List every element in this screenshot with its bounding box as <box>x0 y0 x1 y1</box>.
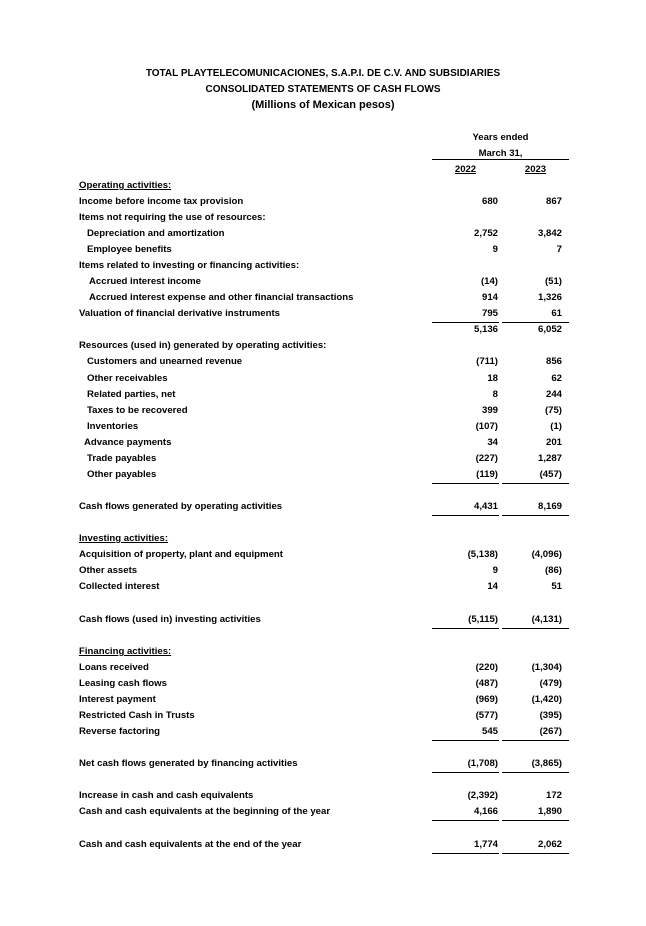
value-2023: (86) <box>544 565 562 576</box>
value-2023: (479) <box>539 678 562 689</box>
row-advance-payments <box>0 437 646 453</box>
value-2023: (4,131) <box>531 614 562 625</box>
row-other-receivables <box>0 373 646 389</box>
row-label: Operating activities: <box>79 180 172 191</box>
row-label: Acquisition of property, plant and equipment <box>79 549 283 560</box>
value-2022: 399 <box>481 405 498 416</box>
row-cash-beginning <box>0 806 646 822</box>
row-other-assets <box>0 565 646 581</box>
value-2022: (969) <box>475 694 498 705</box>
subtotal-rule <box>432 820 499 821</box>
value-2023: 1,890 <box>537 806 562 817</box>
value-2022: 795 <box>481 308 498 319</box>
value-2023: (3,865) <box>531 758 562 769</box>
value-2022: (1,708) <box>467 758 498 769</box>
row-label: Other payables <box>87 469 157 480</box>
row-label: Cash flows (used in) investing activities <box>79 614 261 625</box>
value-2022: (119) <box>476 469 498 480</box>
total-rule <box>502 853 569 854</box>
row-label: Depreciation and amortization <box>87 228 225 239</box>
row-label: Other assets <box>79 565 138 576</box>
value-2022: (487) <box>475 678 498 689</box>
row-taxes <box>0 405 646 421</box>
row-label: Loans received <box>79 662 149 673</box>
row-accrued-interest-expense <box>0 292 646 308</box>
value-2022: (220) <box>475 662 498 673</box>
row-ppe-acquisition <box>0 549 646 565</box>
subtotal-rule <box>432 483 499 484</box>
value-2022: 9 <box>492 565 498 576</box>
row-label: Employee benefits <box>87 244 172 255</box>
value-2023: 62 <box>551 373 562 384</box>
row-label: Cash and cash equivalents at the end of the year <box>79 839 302 850</box>
value-2023: 856 <box>545 356 562 367</box>
total-rule <box>502 515 569 516</box>
value-2023: (267) <box>539 726 562 737</box>
value-2022: (2,392) <box>467 790 498 801</box>
row-label: Income before income tax provision <box>79 196 244 207</box>
value-2022: 680 <box>481 196 498 207</box>
value-2022: 8 <box>492 389 498 400</box>
row-inventories <box>0 421 646 437</box>
column-header-rule <box>432 159 569 160</box>
row-label: Accrued interest income <box>89 276 201 287</box>
value-2022: (5,138) <box>467 549 498 560</box>
row-investing-total <box>0 614 646 630</box>
units-subtitle: (Millions of Mexican pesos) <box>251 99 395 111</box>
value-2023: (4,096) <box>531 549 562 560</box>
row-label: Cash flows generated by operating activities <box>79 501 283 512</box>
value-2023: 172 <box>545 790 562 801</box>
value-2023: 8,169 <box>537 501 562 512</box>
value-2023: (1,420) <box>531 694 562 705</box>
row-label: Cash and cash equivalents at the beginning of the year <box>79 806 331 817</box>
value-2023: 3,842 <box>537 228 562 239</box>
row-label: Reverse factoring <box>79 726 161 737</box>
value-2022: 545 <box>481 726 498 737</box>
value-2022: (577) <box>475 710 498 721</box>
value-2023: (457) <box>539 469 562 480</box>
value-2022: 5,136 <box>473 324 498 335</box>
value-2022: 1,774 <box>473 839 498 850</box>
value-2022: (711) <box>476 356 498 367</box>
year-2023-header: 2023 <box>524 164 547 175</box>
row-items-investing-financing <box>0 260 646 276</box>
value-2023: (1,304) <box>531 662 562 673</box>
row-label: Restricted Cash in Trusts <box>79 710 195 721</box>
subtotal-rule <box>502 322 569 323</box>
row-label: Investing activities: <box>79 533 169 544</box>
row-income-before-tax <box>0 196 646 212</box>
row-label: Customers and unearned revenue <box>87 356 243 367</box>
row-restricted-cash <box>0 710 646 726</box>
row-label: Trade payables <box>87 453 157 464</box>
section-heading-operating <box>0 180 646 196</box>
value-2023: (1) <box>550 421 562 432</box>
row-label: Related parties, net <box>87 389 176 400</box>
total-rule <box>432 853 499 854</box>
section-heading-investing <box>0 533 646 549</box>
row-label: Resources (used in) generated by operating activities: <box>79 340 327 351</box>
row-trade-payables <box>0 453 646 469</box>
value-2022: 914 <box>481 292 498 303</box>
row-label: Taxes to be recovered <box>87 405 188 416</box>
row-label: Items related to investing or financing activities: <box>79 260 300 271</box>
value-2022: 4,166 <box>473 806 498 817</box>
value-2022: (5,115) <box>468 614 498 625</box>
row-cash-end <box>0 839 646 855</box>
row-accrued-interest-income <box>0 276 646 292</box>
row-label: Valuation of financial derivative instruments <box>79 308 280 319</box>
value-2022: 2,752 <box>473 228 498 239</box>
value-2023: 51 <box>551 581 562 592</box>
row-label: Increase in cash and cash equivalents <box>79 790 254 801</box>
row-label: Interest payment <box>79 694 156 705</box>
value-2023: 61 <box>551 308 562 319</box>
value-2022: 9 <box>492 244 498 255</box>
value-2022: (227) <box>475 453 498 464</box>
period-label: March 31, <box>478 148 523 159</box>
row-employee-benefits <box>0 244 646 260</box>
value-2023: (395) <box>539 710 562 721</box>
subtotal-rule <box>502 820 569 821</box>
row-items-not-requiring <box>0 212 646 228</box>
row-label: Financing activities: <box>79 646 172 657</box>
value-2022: 14 <box>487 581 498 592</box>
row-other-payables <box>0 469 646 485</box>
row-interest-payment <box>0 694 646 710</box>
value-2022: 4,431 <box>473 501 498 512</box>
row-increase-in-cash <box>0 790 646 806</box>
value-2023: 244 <box>545 389 562 400</box>
row-label: Other receivables <box>87 373 168 384</box>
value-2023: (75) <box>544 405 562 416</box>
row-label: Collected interest <box>79 581 160 592</box>
value-2023: 1,287 <box>537 453 562 464</box>
years-ended-label: Years ended <box>472 132 529 143</box>
row-depreciation <box>0 228 646 244</box>
value-2023: 7 <box>556 244 562 255</box>
row-operating-total <box>0 501 646 517</box>
value-2023: 6,052 <box>537 324 562 335</box>
row-label: Inventories <box>87 421 139 432</box>
subtotal-rule <box>502 483 569 484</box>
value-2022: 34 <box>487 437 498 448</box>
row-customers <box>0 356 646 372</box>
row-financing-total <box>0 758 646 774</box>
value-2023: 201 <box>545 437 562 448</box>
row-leasing <box>0 678 646 694</box>
row-subtotal <box>0 324 646 340</box>
row-loans-received <box>0 662 646 678</box>
value-2022: 18 <box>487 373 498 384</box>
row-reverse-factoring <box>0 726 646 742</box>
total-rule <box>502 772 569 773</box>
value-2023: 1,326 <box>537 292 562 303</box>
row-label: Accrued interest expense and other financial transactions <box>89 292 354 303</box>
subtotal-rule <box>502 740 569 741</box>
row-related-parties <box>0 389 646 405</box>
value-2023: 867 <box>545 196 562 207</box>
subtotal-rule <box>432 740 499 741</box>
total-rule <box>502 628 569 629</box>
value-2022: (14) <box>480 276 498 287</box>
row-resources-heading <box>0 340 646 356</box>
total-rule <box>432 628 499 629</box>
value-2022: (107) <box>475 421 498 432</box>
row-label: Leasing cash flows <box>79 678 167 689</box>
year-2022-header: 2022 <box>454 164 477 175</box>
subtotal-rule <box>432 322 499 323</box>
row-derivative-valuation <box>0 308 646 324</box>
statement-title: CONSOLIDATED STATEMENTS OF CASH FLOWS <box>205 84 441 95</box>
row-label: Net cash flows generated by financing activities <box>79 758 298 769</box>
value-2023: 2,062 <box>537 839 562 850</box>
value-2023: (51) <box>544 276 562 287</box>
row-collected-interest <box>0 581 646 597</box>
company-title: TOTAL PLAYTELECOMUNICACIONES, S.A.P.I. DE C.V. AND SUBSIDIARIES <box>145 68 501 79</box>
total-rule <box>432 515 499 516</box>
section-heading-financing <box>0 646 646 662</box>
total-rule <box>432 772 499 773</box>
row-label: Items not requiring the use of resources: <box>79 212 266 223</box>
row-label: Advance payments <box>84 437 172 448</box>
